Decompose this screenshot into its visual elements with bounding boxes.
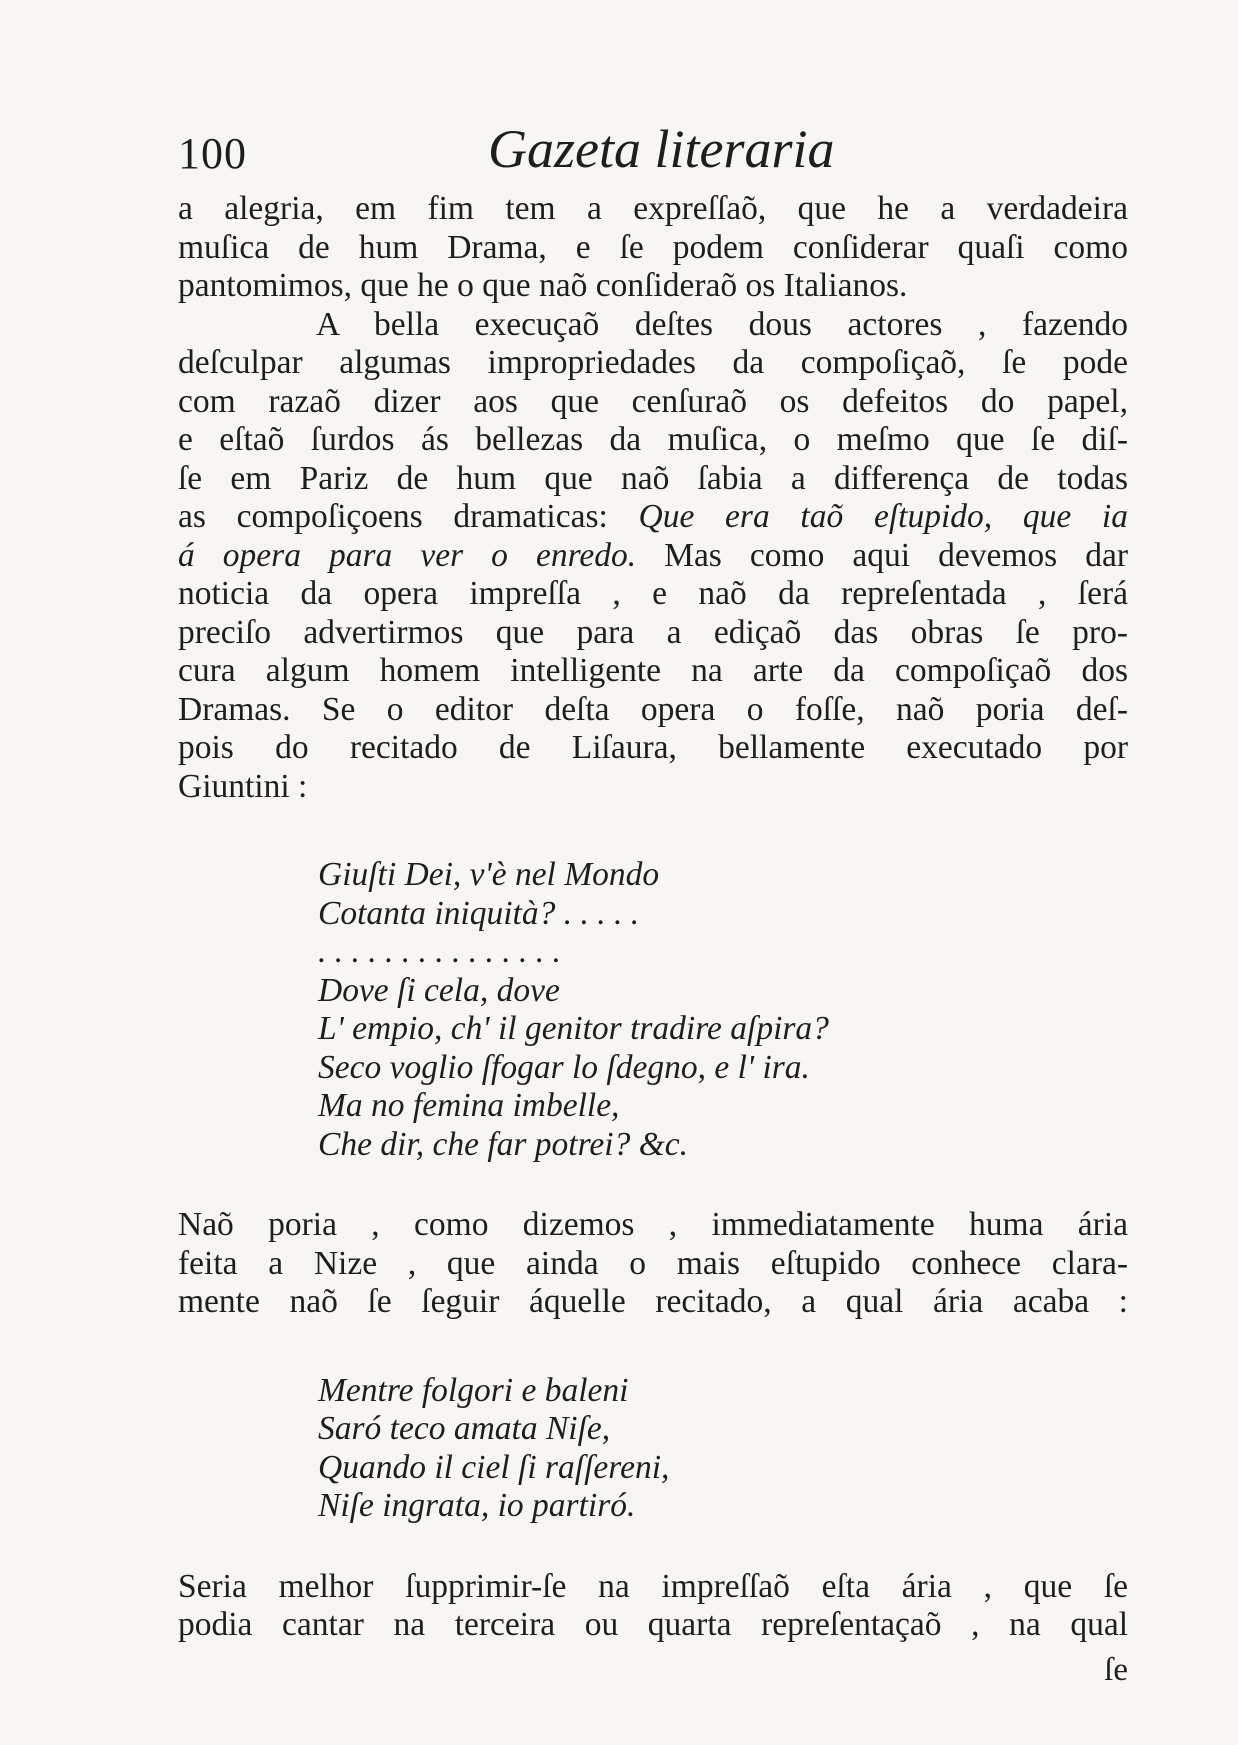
text-line: cura algum homem intelligente na arte da compoſiçaõ dos: [178, 652, 1128, 689]
verse-line: Dove ſi cela, dove: [318, 971, 560, 1009]
paragraph-2: [178, 306, 1128, 807]
quote-italic: á opera para ver o enredo.: [178, 536, 637, 574]
verse-line: Cotanta iniquità? . . . . .: [318, 894, 640, 932]
paragraph-1: [178, 190, 1128, 306]
text-line: pois do recitado de Liſaura, bellamente executado por: [178, 729, 1128, 766]
catchword: ſe: [1104, 1652, 1128, 1688]
verse-quotation-1: [178, 856, 1128, 1164]
body-text: [178, 190, 1128, 1645]
text-line: com razaõ dizer aos que cenſuraõ os defeitos do papel,: [178, 382, 1128, 420]
text-line: podia cantar na terceira ou quarta repreſentaçaõ , na qual: [178, 1606, 1128, 1643]
paragraph-4: [178, 1568, 1128, 1645]
running-title: Gazeta literaria: [488, 119, 835, 179]
text-roman: as compoſiçoens dramaticas:: [178, 498, 639, 535]
text-line: deſculpar algumas impropriedades da compoſiçaõ, ſe pode: [178, 344, 1128, 381]
quote-italic: Que era taõ eſtupido, que ia: [638, 498, 1128, 535]
text-line: Dramas. Se o editor deſta opera o foſſe, naõ poria deſ-: [178, 690, 1128, 728]
verse-line: L' empio, ch' il genitor tradire aſpira?: [318, 1010, 829, 1047]
text-roman: Mas como aqui devemos dar: [636, 536, 1128, 574]
verse-line: Ma no femina imbelle,: [318, 1087, 620, 1124]
text-line: A bella execuçaõ deſtes dous actores , fazendo: [316, 305, 1128, 343]
text-line: feita a Nize , que ainda o mais eſtupido conhece clara-: [178, 1244, 1128, 1282]
text-line: a alegria, em fim tem a expreſſaõ, que he a verdadeira: [178, 190, 1128, 227]
text-line: ſe em Pariz de hum que naõ ſabia a differença de todas: [178, 459, 1128, 497]
verse-line: Seco voglio ſfogar lo ſdegno, e l' ira.: [318, 1048, 810, 1086]
verse-line: Niſe ingrata, io partiró.: [318, 1487, 636, 1524]
text-line: pantomimos, que he o que naõ conſideraõ os Italianos.: [178, 267, 908, 304]
verse-line: Mentre folgori e baleni: [318, 1371, 629, 1409]
text-line-mixed: [178, 498, 1128, 537]
text-line: mente naõ ſe ſeguir áquelle recitado, a qual ária acaba :: [178, 1283, 1128, 1320]
text-line: Seria melhor ſupprimir-ſe na impreſſaõ eſta ária , que ſe: [178, 1567, 1128, 1605]
text-line: preciſo advertirmos que para a ediçaõ das obras ſe pro-: [178, 613, 1128, 651]
text-line: e eſtaõ ſurdos ás bellezas da muſica, o meſmo que ſe diſ-: [178, 421, 1128, 458]
page-number: 100: [178, 129, 247, 178]
text-line: Giuntini :: [178, 767, 308, 805]
text-line: noticia da opera impreſſa , e naõ da repreſentada , ſerá: [178, 575, 1128, 612]
verse-line: Che dir, che far potrei? &c.: [318, 1125, 689, 1163]
page-header: [178, 118, 1128, 182]
verse-line: Quando il ciel ſi raſſereni,: [318, 1448, 670, 1486]
paragraph-3: [178, 1206, 1128, 1322]
verse-line: . . . . . . . . . . . . . . .: [318, 933, 561, 970]
text-line-mixed: [178, 537, 1128, 576]
text-line: Naõ poria , como dizemos , immediatamente huma ária: [178, 1206, 1128, 1243]
verse-line: Saró teco amata Niſe,: [318, 1410, 611, 1447]
text-line: muſica de hum Drama, e ſe podem conſiderar quaſi como: [178, 228, 1128, 266]
verse-quotation-2: [178, 1372, 1128, 1526]
verse-line: Giuſti Dei, v'è nel Mondo: [318, 856, 660, 893]
